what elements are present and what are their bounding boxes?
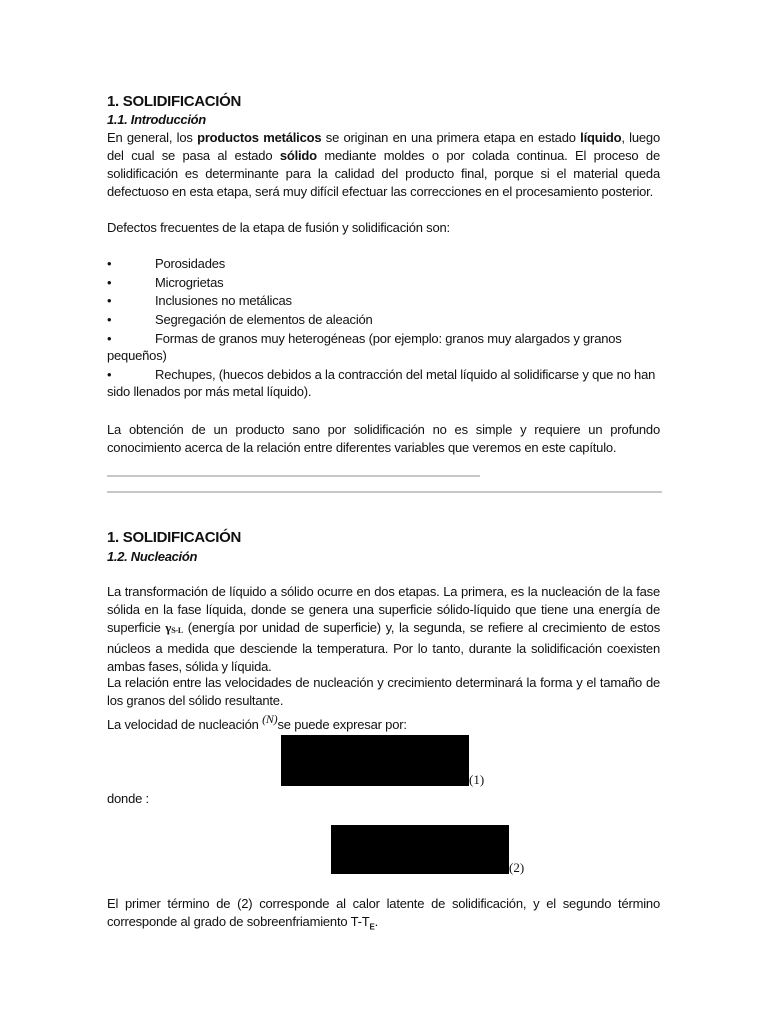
closing-paragraph: La obtención de un producto sano por solidificación no es simple y requiere un profundo conocimiento acerca de la relación entre diferentes variables que veremos en este capítulo. [107,422,660,455]
equation-2-label: (2) [509,860,525,875]
defects-intro: Defectos frecuentes de la etapa de fusión y solidificación son: [107,220,450,235]
intro-paragraph: En general, los productos metálicos se originan en una primera etapa en estado líquido, luego del cual se pasa al estado sólido mediante moldes o por colada continua. El proceso de solidificación es determinante para la calidad del producto final, porque si el material queda defectuoso en esta etapa, será muy difícil efectuar las correcciones en el procesamiento posterior. [107,130,660,199]
list-item: • Formas de granos muy heterogéneas (por ejemplo: granos muy alargados y granos pequeños) [107,331,622,363]
gamma-symbol: $\gamma_{S-L}$ [165,620,184,635]
list-item: • Rechupes, (huecos debidos a la contracción del metal líquido al solidificarse y que no han sido llenados por más metal líquido). [107,367,656,399]
equation-1-redacted [281,735,469,786]
rate-line: La velocidad de nucleación (N)se puede expresar por: [107,712,407,732]
nucleation-paragraph: La transformación de líquido a sólido ocurre en dos etapas. La primera, es la nucleación de la fase sólida en la fase líquida, donde se genera una superficie sólido-líquido que tiene una energía de superficie $\gamma_{S-L}$ (energía por unidad de superficie) y, la segunda, se refiere al crecimiento de estos núcleos a medida que desciende la temperatura. Por lo tanto, durante la solidificación coexisten ambas fases, sólida y líquida. [107,584,660,674]
equation-1-label: (1) [469,772,485,787]
section-title: 1. SOLIDIFICACIÓN [107,93,242,110]
growth-paragraph: La relación entre las velocidades de nucleación y crecimiento determinará la forma y el tamaño de los granos del sólido resultante. [107,675,660,708]
divider [107,475,480,477]
equation-2-redacted [331,825,509,874]
section-subtitle: 1.1. Introducción [107,112,206,127]
list-item: • Segregación de elementos de aleación [107,311,373,327]
n-symbol: (N) [262,712,278,726]
list-item: • Porosidades [107,256,226,271]
divider [107,491,662,493]
list-item: • Inclusiones no metálicas [107,293,292,308]
list-item: • Microgrietas [107,274,224,290]
section-title: 1. SOLIDIFICACIÓN [107,529,242,546]
section-subtitle: 1.2. Nucleación [107,549,198,564]
defects-list [107,255,660,400]
donde-label: donde : [107,791,149,806]
final-paragraph: El primer término de (2) corresponde al calor latente de solidificación, y el segundo término corresponde al grado de sobreenfriamiento $T-T_E$. [107,896,660,932]
